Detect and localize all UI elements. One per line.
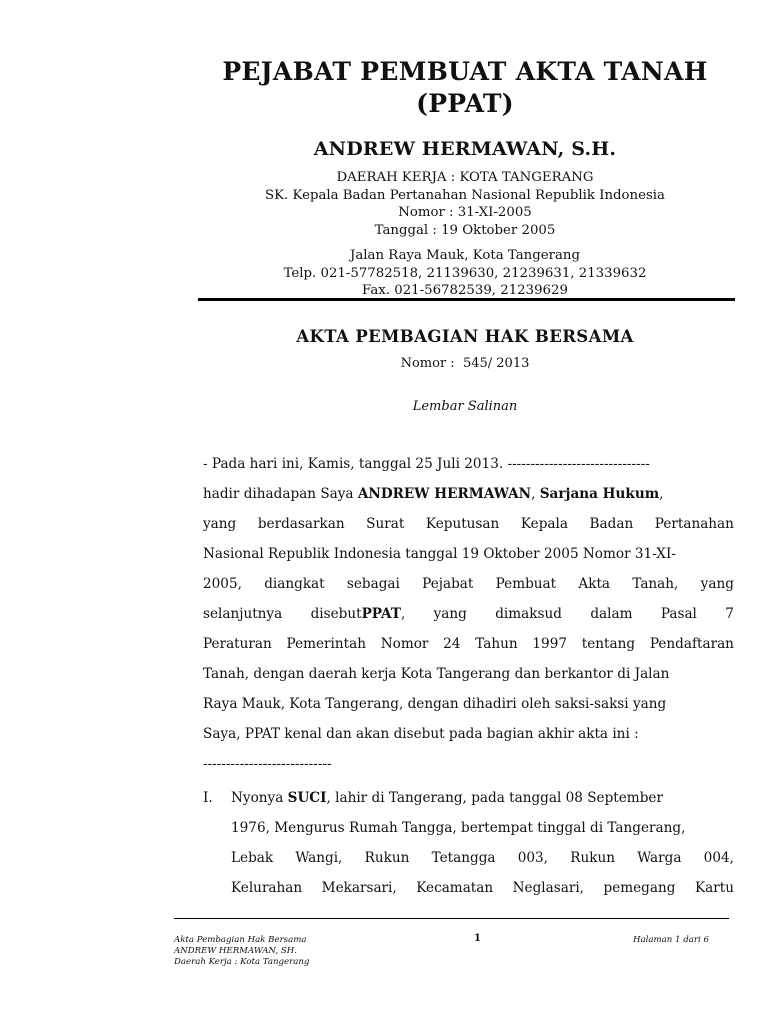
office-fax: Fax. 021-56782539, 21239629 xyxy=(362,283,568,298)
office-title: PEJABAT PEMBUAT AKTA TANAH xyxy=(222,57,708,86)
body-line: selanjutnya disebutPPAT, yang dimaksud dalam Pasal 7 xyxy=(203,606,734,622)
body-line: 2005, diangkat sebagai Pejabat Pembuat Akta Tanah, yang xyxy=(203,576,734,592)
copy-label: Lembar Salinan xyxy=(412,399,518,414)
notary-name-inline: ANDREW HERMAWAN xyxy=(357,486,532,502)
decree-date: Tanggal : 19 Oktober 2005 xyxy=(374,222,556,238)
deed-title: AKTA PEMBAGIAN HAK BERSAMA xyxy=(296,327,634,346)
decree-issuer: SK. Kepala Badan Pertanahan Nasional Republik Indonesia xyxy=(265,187,665,203)
body-line: Nasional Republik Indonesia tanggal 19 Oktober 2005 Nomor 31-XI- xyxy=(203,546,676,562)
body-line: hadir dihadapan Saya ANDREW HERMAWAN, Sarjana Hukum, xyxy=(203,486,664,502)
office-phone: Telp. 021-57782518, 21139630, 21239631, 21339632 xyxy=(283,265,647,281)
contact-block xyxy=(170,247,760,300)
header-divider xyxy=(198,298,735,301)
deed-number: Nomor : 545/ 2013 xyxy=(400,356,530,371)
body-line: Saya, PPAT kenal dan akan disebut pada bagian akhir akta ini : xyxy=(203,726,639,742)
body-line: Peraturan Pemerintah Nomor 24 Tahun 1997 tentang Pendaftaran xyxy=(203,636,734,652)
party-line: 1976, Mengurus Rumah Tangga, bertempat tinggal di Tangerang, xyxy=(231,820,686,836)
work-area: DAERAH KERJA : KOTA TANGERANG xyxy=(336,170,594,185)
party-line: Nyonya SUCI, lahir di Tangerang, pada tanggal 08 September xyxy=(231,790,663,806)
office-abbreviation: (PPAT) xyxy=(416,89,514,118)
body-line: - Pada hari ini, Kamis, tanggal 25 Juli 2013. ------------------------------- xyxy=(203,456,650,472)
notary-name: ANDREW HERMAWAN, S.H. xyxy=(313,138,617,160)
footer-divider xyxy=(174,918,729,919)
party-line: Kelurahan Mekarsari, Kecamatan Neglasari, pemegang Kartu xyxy=(231,880,734,896)
footer-deed-name: Akta Pembagian Hak Bersama xyxy=(174,935,307,945)
footer-area: Daerah Kerja : Kota Tangerang xyxy=(174,957,310,967)
office-address: Jalan Raya Mauk, Kota Tangerang xyxy=(350,248,580,263)
footer-notary: ANDREW HERMAWAN, SH. xyxy=(174,946,297,956)
body-line: yang berdasarkan Surat Keputusan Kepala Badan Pertanahan xyxy=(203,516,734,532)
party-name: SUCI xyxy=(287,790,327,806)
page-of: Halaman 1 dari 6 xyxy=(633,935,709,945)
footer-left xyxy=(174,935,309,968)
page-number: 1 xyxy=(474,933,481,944)
body-line: Tanah, dengan daerah kerja Kota Tangerang dan berkantor di Jalan xyxy=(203,666,670,682)
body-line: Raya Mauk, Kota Tangerang, dengan dihadiri oleh saksi-saksi yang xyxy=(203,696,667,712)
notary-degree: Sarjana Hukum xyxy=(539,486,660,502)
party-number: I. xyxy=(203,790,213,806)
office-info-block xyxy=(170,169,760,239)
body-line: ---------------------------- xyxy=(203,756,332,772)
party-line: Lebak Wangi, Rukun Tetangga 003, Rukun Warga 004, xyxy=(231,850,734,866)
decree-number: Nomor : 31-XI-2005 xyxy=(398,205,532,220)
